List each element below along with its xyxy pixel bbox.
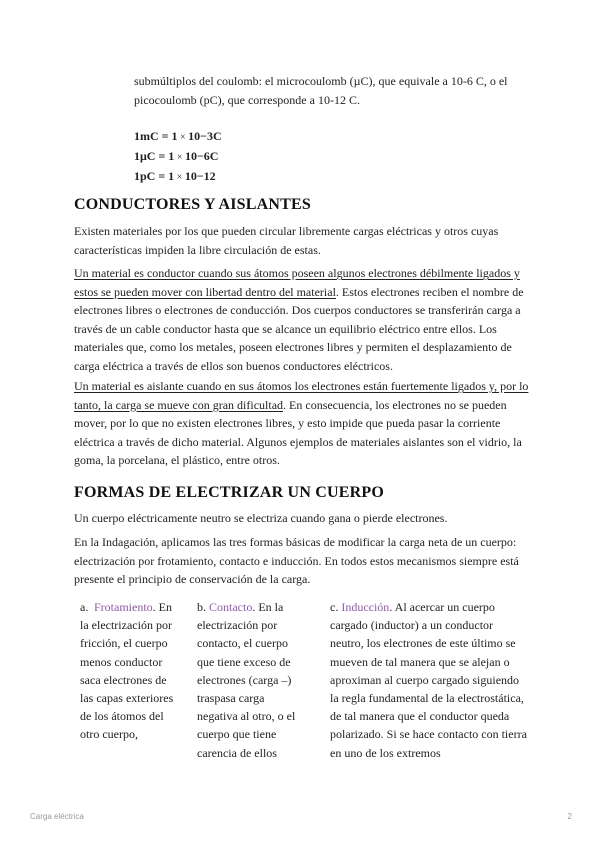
section-heading-formas: FORMAS DE ELECTRIZAR UN CUERPO xyxy=(74,484,385,501)
section2-paragraph-1: Un cuerpo eléctricamente neutro se electriza cuando gana o pierde electrones. xyxy=(74,511,448,525)
formula-line: 1pC = 1 × 10−12 xyxy=(134,169,216,183)
section-heading-conductores: CONDUCTORES Y AISLANTES xyxy=(74,196,311,213)
term-induccion: Inducción xyxy=(341,600,390,614)
footer-title: Carga eléctrica xyxy=(30,812,84,821)
formula-line: 1mC = 1 × 10−3C xyxy=(134,129,222,143)
formula-line: 1μC = 1 × 10−6C xyxy=(134,149,219,163)
column-induccion: c. Inducción. Al acercar un cuerpo cargado (inductor) a un conductor neutro, los electrones de este último se mueven de tal manera que se alejan o aproximan al cuerpo cargado siguiendo la regla fundamental de la electrostática, de tal manera que el conductor queda polarizado. Si se hace contacto con tierra en uno de los extremos xyxy=(330,600,527,760)
column-frotamiento: a. Frotamiento. En la electrización por fricción, el cuerpo menos conductor saca electrones de las capas exteriores de los átomos del otro cuerpo, xyxy=(80,600,174,742)
list-label: b. xyxy=(197,600,206,614)
list-label: a. xyxy=(80,600,89,614)
column-contacto: b. Contacto. En la electrización por contacto, el cuerpo que tiene exceso de electrones (carga –) traspasa carga negativa al otro, o el cuerpo que tiene carencia de ellos xyxy=(197,600,296,760)
term-frotamiento: Frotamiento xyxy=(94,600,153,614)
section1-paragraph-aislante: Un material es aislante cuando en sus átomos los electrones están fuertemente ligados y, por lo tanto, la carga se mueve con gran dificultad. En consecuencia, los electrones no se pueden mover, por lo que no existen electrones libres, y esto impide que pueda pasar la corriente eléctrica a través de dicho material. Algunos ejemplos de materiales aislantes son el vidrio, la goma, la porcelana, el plástico, entre otros. xyxy=(74,379,529,467)
aislante-definition: Un material es aislante cuando en sus átomos los electrones están fuertemente ligados y, por lo tanto, la carga se mueve con gran dificultad xyxy=(74,379,529,412)
term-contacto: Contacto xyxy=(209,600,253,614)
intro-paragraph: submúltiplos del coulomb: el microcoulomb (µC), que equivale a 10-6 C, o el picocoulomb (pC), que corresponde a 10-12 C. xyxy=(134,74,508,107)
page-number: 2 xyxy=(567,812,572,821)
conductor-definition: Un material es conductor cuando sus átomos poseen algunos electrones débilmente ligados y estos se pueden mover con libertad dentro del material xyxy=(74,266,520,299)
list-label: c. xyxy=(330,600,339,614)
section2-paragraph-2: En la Indagación, aplicamos las tres formas básicas de modificar la carga neta de un cuerpo: electrización por frotamiento, contacto e inducción. En todos estos mecanismos siempre está presente el principio de conservación de la carga. xyxy=(74,535,519,586)
section1-paragraph-conductor: Un material es conductor cuando sus átomos poseen algunos electrones débilmente ligados y estos se pueden mover con libertad dentro del material. Estos electrones reciben el nombre de electrones libres o electrones de conducción. Dos cuerpos conductores se transferirán carga a través de un cable conductor hasta que se alcance un equilibrio eléctrico entre ellos. Los materiales que, como los metales, poseen electrones libres y permiten el desplazamiento de carga eléctrica a través de ellos son buenos conductores eléctricos. xyxy=(74,266,524,373)
section1-paragraph-1: Existen materiales por los que pueden circular libremente cargas eléctricas y otros cuyas características impiden la libre circulación de estas. xyxy=(74,224,499,257)
unit-formulas xyxy=(134,127,434,187)
